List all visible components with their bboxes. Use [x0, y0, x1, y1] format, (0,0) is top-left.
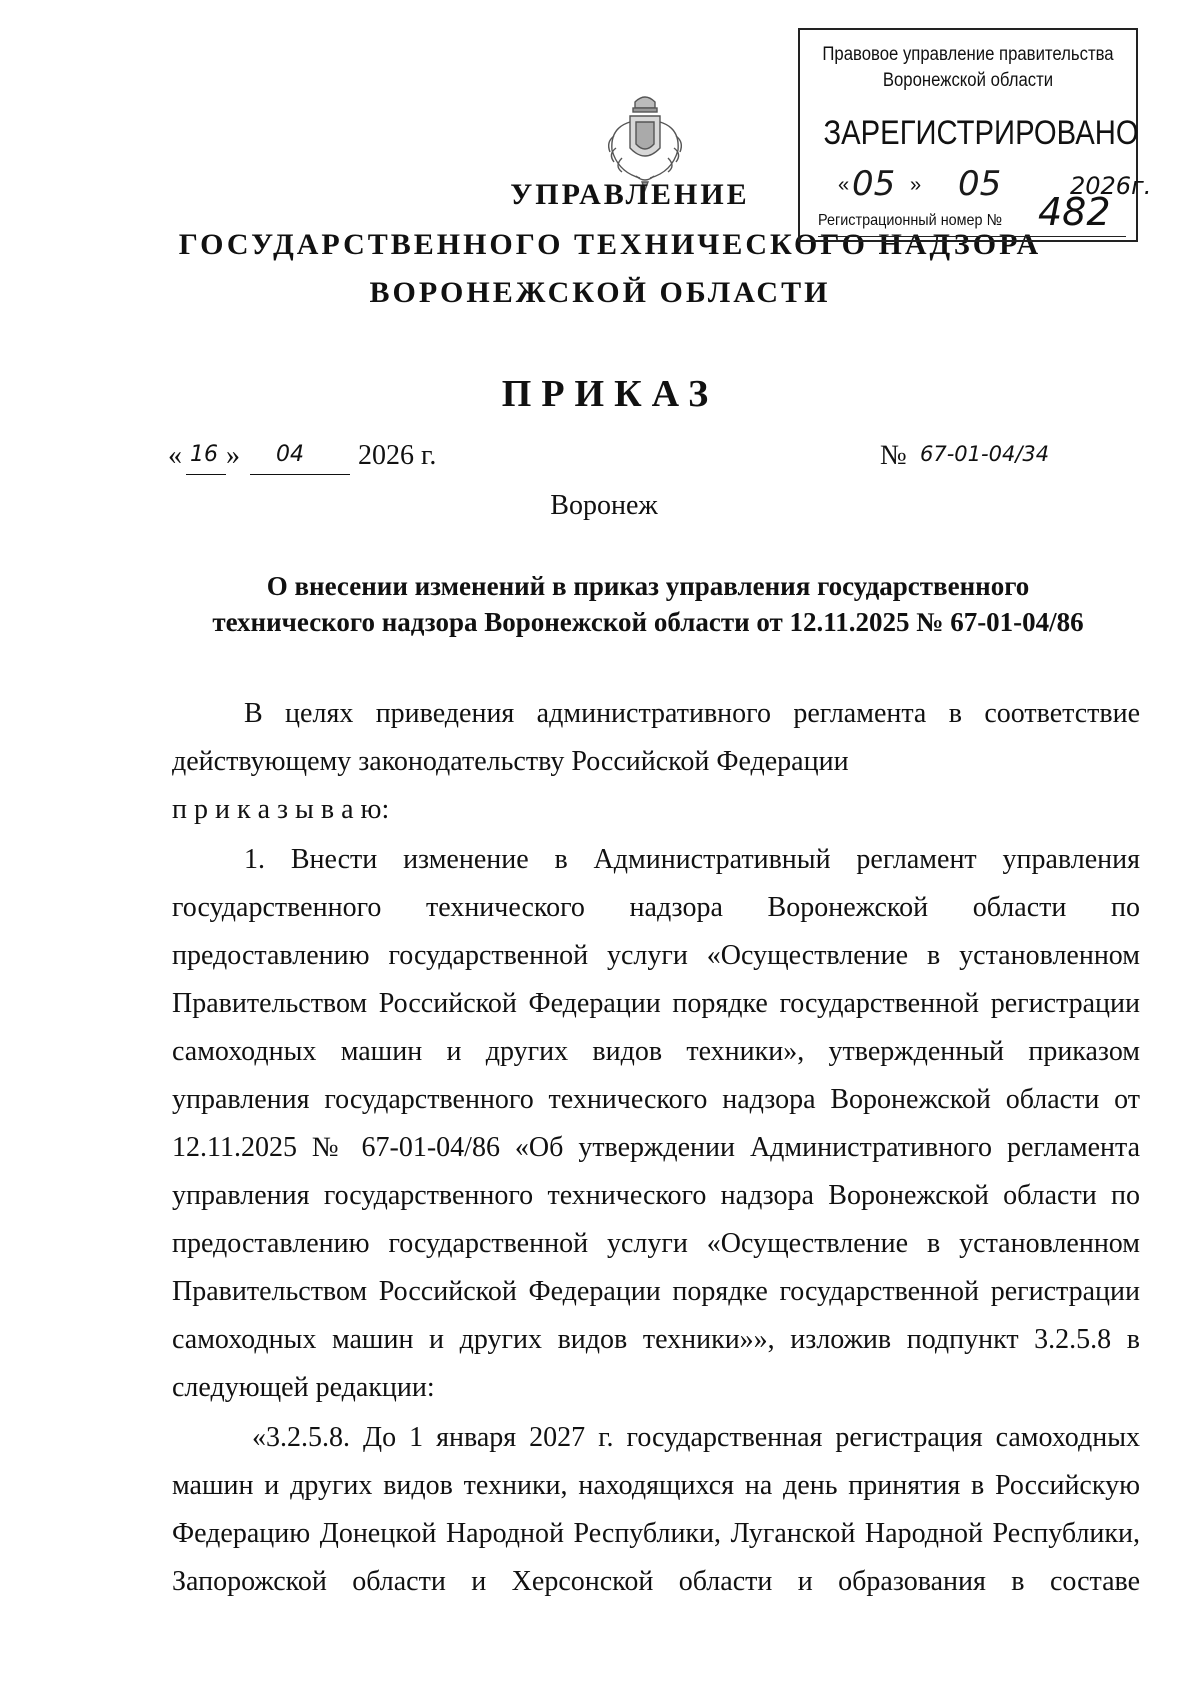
date-month-underline: [250, 474, 350, 475]
document-city: Воронеж: [550, 490, 658, 521]
date-day-underline: [186, 474, 226, 475]
date-day: 16: [190, 442, 218, 467]
body-line: действующему законодательству Российской Федерации: [172, 746, 849, 777]
header-line-1: УПРАВЛЕНИЕ: [510, 178, 750, 211]
stamp-organization: [820, 42, 1116, 94]
stamp-number-label: Регистрационный номер №: [818, 212, 1003, 229]
stamp-year: 2026г.: [1070, 172, 1152, 200]
body-line: следующей редакции:: [172, 1372, 435, 1403]
stamp-open-quote: «: [838, 174, 850, 196]
stamp-number: 482: [1038, 190, 1111, 234]
body-line: управления государственного технического надзора Воронежской области по: [172, 1180, 1140, 1211]
body-line: Правительством Российской Федерации порядке государственной регистрации: [172, 988, 1140, 1019]
stamp-underline: [818, 236, 1126, 237]
number-value: 67-01-04/34: [920, 442, 1050, 466]
stamp-month: 05: [958, 164, 1002, 204]
stamp-close-quote: »: [910, 174, 922, 196]
body-line: управления государственного технического надзора Воронежской области от: [172, 1084, 1140, 1115]
body-line: машин и других видов техники, находящихся на день принятия в Российскую: [172, 1470, 1140, 1501]
stamp-org-line-2: Воронежской области: [882, 70, 1054, 91]
body-line: предоставлению государственной услуги «Осуществление в установленном: [172, 1228, 1140, 1259]
stamp-org-line-1: Правовое управление правительства: [822, 44, 1114, 65]
stamp-day: 05: [852, 164, 896, 204]
body-line: Правительством Российской Федерации порядке государственной регистрации: [172, 1276, 1140, 1307]
document-type: ПРИКАЗ: [501, 373, 719, 415]
body-line: самоходных машин и других видов техники», утвержденный приказом: [172, 1036, 1140, 1067]
date-year: 2026 г.: [358, 440, 437, 471]
body-line: Запорожской области и Херсонской области и образования в составе: [172, 1566, 1140, 1597]
body-line: п р и к а з ы в а ю:: [172, 794, 390, 825]
body-line: 12.11.2025 № 67-01-04/86 «Об утверждении Административного регламента: [172, 1132, 1140, 1163]
header-line-3: ВОРОНЕЖСКОЙ ОБЛАСТИ: [369, 276, 831, 309]
body-line: «3.2.5.8. До 1 января 2027 г. государственная регистрация самоходных: [252, 1422, 1140, 1453]
body-line: В целях приведения административного регламента в соответствие: [244, 698, 1140, 729]
date-close-quote: »: [226, 440, 240, 471]
subject-line-2: технического надзора Воронежской области от 12.11.2025 № 67-01-04/86: [212, 607, 1084, 637]
body-line: предоставлению государственной услуги «Осуществление в установленном: [172, 940, 1140, 971]
document-number: [880, 440, 1120, 480]
date-month: 04: [276, 442, 304, 467]
number-prefix: №: [880, 440, 907, 471]
document-date: [168, 440, 468, 480]
header-line-2: ГОСУДАРСТВЕННОГО ТЕХНИЧЕСКОГО НАДЗОРА: [178, 228, 1042, 261]
registration-stamp: [798, 28, 1152, 242]
body-line: государственного технического надзора Воронежской области по: [172, 892, 1140, 923]
body-line: Федерацию Донецкой Народной Республики, Луганской Народной Республики,: [172, 1518, 1140, 1549]
body-line: самоходных машин и других видов техники»», изложив подпункт 3.2.5.8 в: [172, 1324, 1140, 1355]
date-open-quote: «: [168, 440, 182, 471]
coat-of-arms-icon: [600, 92, 690, 192]
document-subject: [168, 568, 1128, 640]
stamp-status: ЗАРЕГИСТРИРОВАНО: [823, 114, 1139, 152]
body-line: 1. Внести изменение в Административный регламент управления: [244, 844, 1140, 875]
subject-line-1: О внесении изменений в приказ управления государственного: [266, 571, 1030, 601]
